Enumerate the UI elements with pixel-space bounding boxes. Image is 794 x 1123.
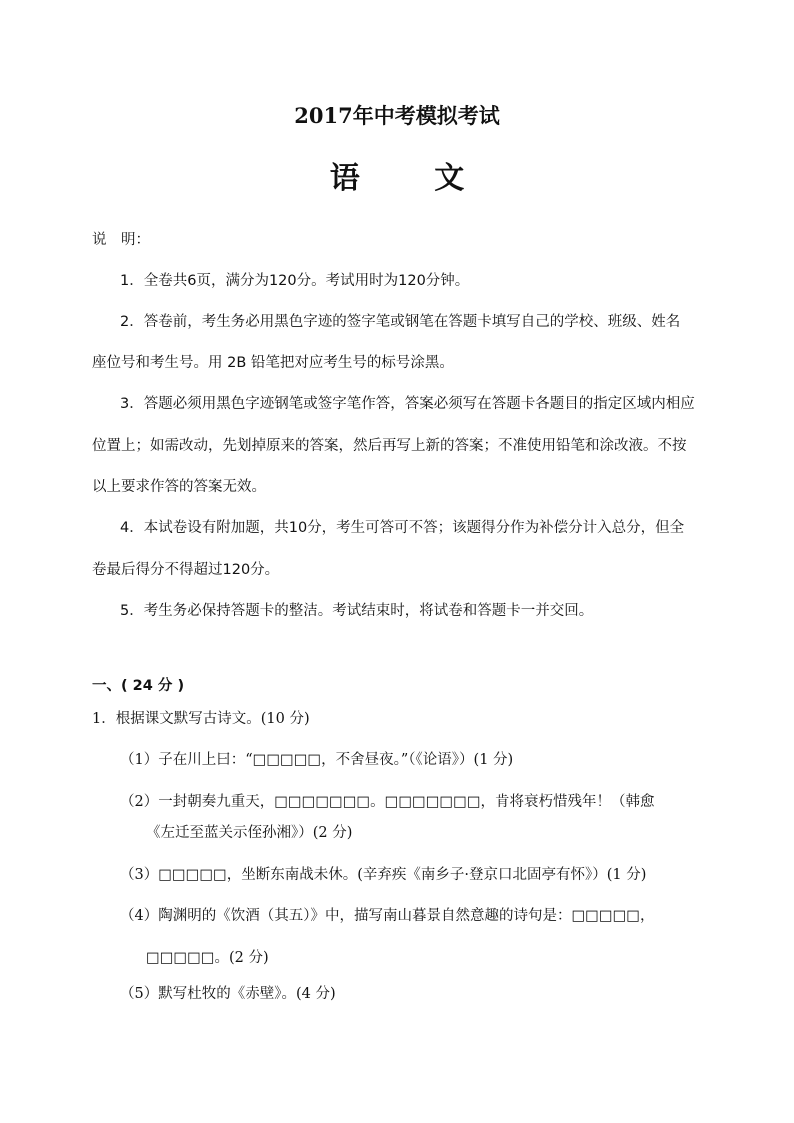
- question-1-item-2-cont: 《左迁至蓝关示侄孙湘》）(2 分): [146, 825, 353, 841]
- question-1-item-3: （3）□□□□□，坐断东南战未休。(辛弃疾《南乡子·登京口北固亭有怀》）(1 分): [120, 867, 647, 883]
- question-1-item-4: （4）陶渊明的《饮酒（其五）》中，描写南山暮景自然意趣的诗句是：□□□□□，: [120, 908, 655, 924]
- question-1-item-4-cont: □□□□□。(2 分): [146, 950, 269, 966]
- section-heading: 一、( 24 分 ): [92, 678, 185, 694]
- instruction-3: 3．答题必须用黑色字迹钢笔或签字笔作答，答案必须写在答题卡各题目的指定区域内相应: [120, 396, 695, 412]
- instruction-5: 5．考生务必保持答题卡的整洁。考试结束时，将试卷和答题卡一并交回。: [120, 603, 594, 619]
- subject-title: 语 文: [329, 161, 497, 196]
- question-1-item-5: （5）默写杜牧的《赤壁》。(4 分): [120, 986, 336, 1002]
- instruction-3-cont2: 以上要求作答的答案无效。: [92, 479, 266, 495]
- instruction-4: 4．本试卷设有附加题，共10分，考生可答可不答；该题得分作为补偿分计入总分，但全: [120, 520, 685, 536]
- instruction-2-cont: 座位号和考生号。用 2B 铅笔把对应考生号的标号涂黑。: [92, 355, 454, 371]
- question-1-item-1: （1）子在川上曰：“□□□□□，不舍昼夜。”（《论语》）(1 分): [120, 752, 514, 768]
- instruction-3-cont1: 位置上；如需改动，先划掉原来的答案，然后再写上新的答案；不准使用铅笔和涂改液。不按: [92, 438, 687, 454]
- question-1: 1．根据课文默写古诗文。(10 分): [92, 711, 310, 727]
- instruction-1: 1．全卷共6页，满分为120分。考试用时为120分钟。: [120, 273, 470, 289]
- exam-title: 2017年中考模拟考试: [294, 103, 500, 128]
- instructions-heading: 说 明：: [92, 232, 150, 248]
- instruction-4-cont: 卷最后得分不得超过120分。: [92, 562, 280, 578]
- instruction-2: 2．答卷前，考生务必用黑色字迹的签字笔或钢笔在答题卡填写自己的学校、班级、姓名: [120, 314, 681, 330]
- question-1-item-2: （2）一封朝奏九重天，□□□□□□□。□□□□□□□，肯将衰朽惜残年！（韩愈: [120, 794, 655, 810]
